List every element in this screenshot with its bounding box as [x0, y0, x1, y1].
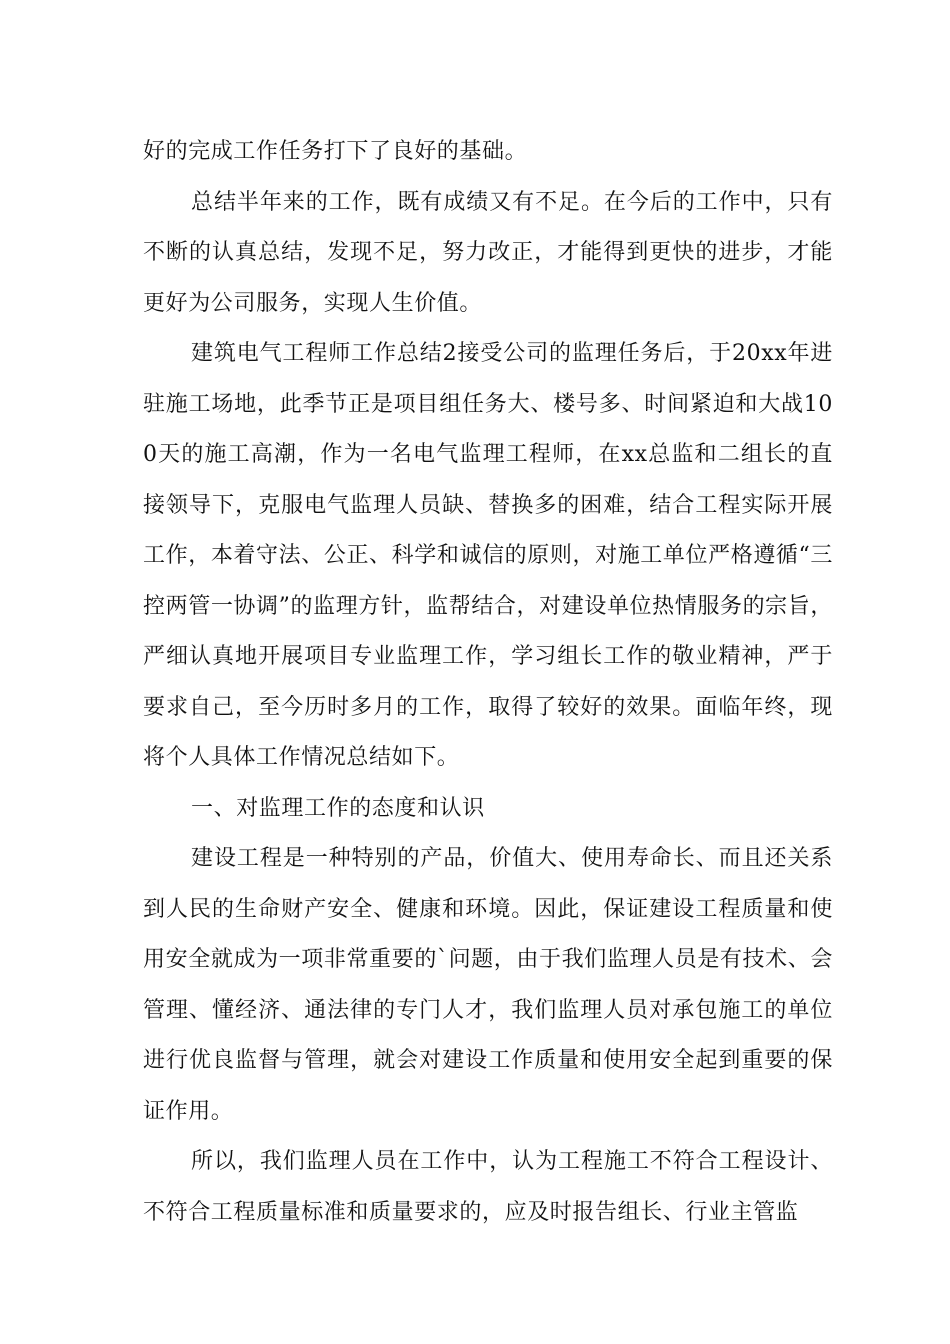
paragraph-engineer-summary: 建筑电气工程师工作总结2接受公司的监理任务后，于20xx年进驻施工场地，此季节正是项目组任务大、楼号多、时间紧迫和大战100天的施工高潮，作为一名电气监理工程师，在xx总监和二组长的直接领导下，克服电气监理人员缺、替换多的困难，结合工程实际开展工作，本着守法、公正、科学和诚信的原则，对施工单位严格遵循“三控两管一协调”的监理方针，监帮结合，对建设单位热情服务的宗旨，严细认真地开展项目专业监理工作，学习组长工作的敬业精神，严于要求自己，至今历时多月的工作，取得了较好的效果。面临年终，现将个人具体工作情况总结如下。 — [143, 341, 833, 770]
paragraph-quality-importance: 建设工程是一种特别的产品，价值大、使用寿命长、而且还关系到人民的生命财产安全、健康和环境。因此，保证建设工程质量和使用安全就成为一项非常重要的`问题，由于我们监理人员是有技术、会管理、懂经济、通法律的专门人才，我们监理人员对承包施工的单位进行优良监督与管理，就会对建设工作质量和使用安全起到重要的保证作用。 — [143, 846, 833, 1124]
paragraph-continuation: 好的完成工作任务打下了良好的基础。 — [143, 139, 528, 164]
document-page — [143, 127, 833, 1238]
paragraph-reporting-duty: 所以，我们监理人员在工作中，认为工程施工不符合工程设计、不符合工程质量标准和质量要求的，应及时报告组长、行业主管监 — [143, 1149, 833, 1225]
paragraph-half-year-summary: 总结半年来的工作，既有成绩又有不足。在今后的工作中，只有不断的认真总结，发现不足，努力改正，才能得到更快的进步，才能更好为公司服务，实现人生价值。 — [143, 189, 833, 316]
section-heading: 一、对监理工作的态度和认识 — [191, 795, 485, 821]
